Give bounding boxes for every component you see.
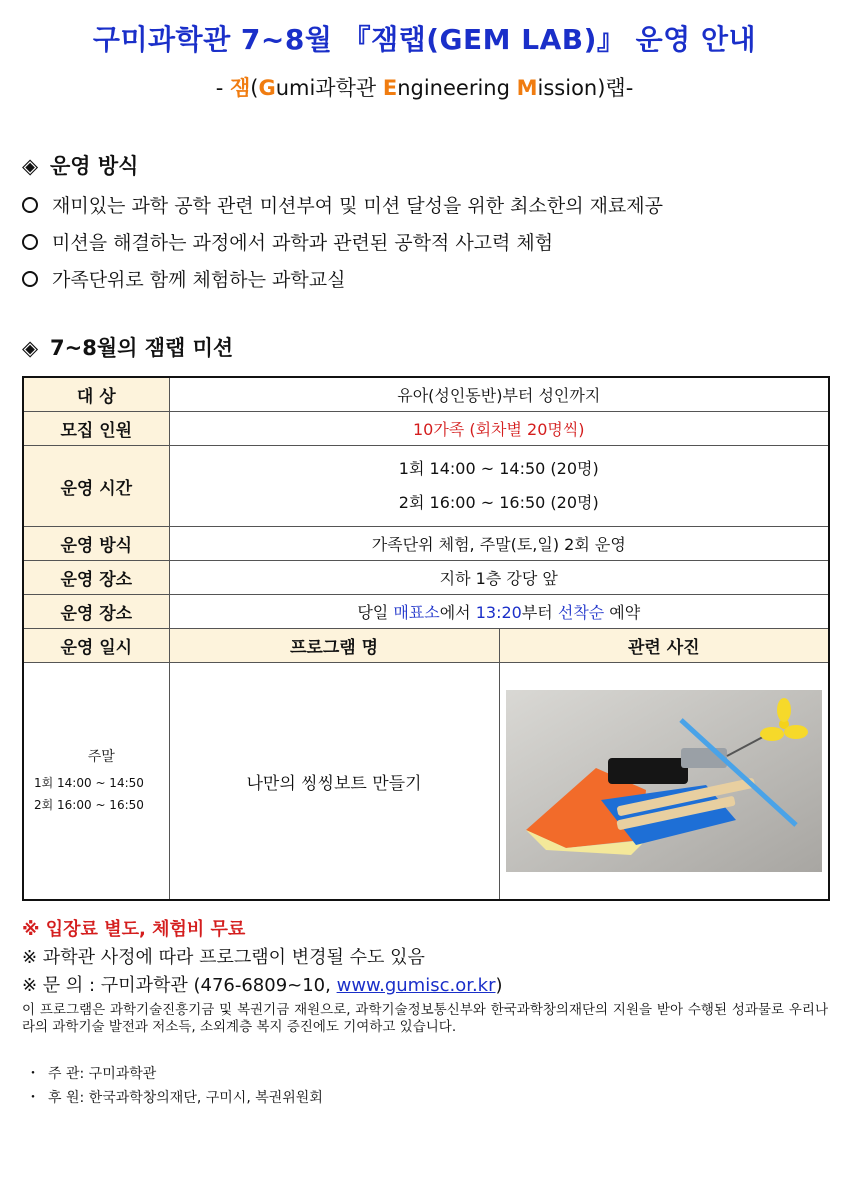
schedule [24, 746, 169, 816]
subtitle-highlight-m: M [516, 76, 538, 100]
propeller-blade [777, 698, 791, 722]
table-header-row [23, 629, 829, 663]
table-row [23, 446, 829, 527]
table-row [23, 561, 829, 595]
method-label: 운영 방식 [23, 527, 169, 561]
table-row [23, 377, 829, 412]
target-value: 유아(성인동반)부터 성인까지 [169, 377, 829, 412]
list-item [22, 225, 663, 262]
list-item-text: 미션을 해결하는 과정에서 과학과 관련된 공학적 사고력 체험 [52, 232, 554, 254]
host-text: 주 관: 구미과학관 [48, 1066, 157, 1082]
subtitle-text: ( [250, 76, 259, 100]
note-change: ※ 과학관 사정에 따라 프로그램이 변경될 수도 있음 [22, 947, 425, 968]
mission-info-table [22, 376, 830, 901]
list-item [26, 1062, 323, 1086]
section-heading-operation [22, 150, 138, 180]
subtitle-prefix: - [215, 76, 230, 100]
notes [22, 916, 828, 1036]
table-row [23, 527, 829, 561]
subtitle-text: ngineering [397, 76, 517, 100]
table-row [23, 663, 829, 901]
schedule-cell [23, 663, 169, 901]
subtitle-text: umi과학관 [275, 76, 383, 100]
footer-list [26, 1062, 323, 1110]
time-values [169, 446, 829, 527]
list-item [26, 1086, 323, 1110]
col-header-date: 운영 일시 [23, 629, 169, 663]
funding-statement: 이 프로그램은 과학기술진흥기금 및 복권기금 재원으로, 과학기술정보통신부와 한국과학창의재단의 지원을 받아 수행된 성과물로 우리나라의 과학기술 발전과 저소득, 소외계층 복지 증진에도 기여하고 있습니다. [22, 1002, 828, 1035]
subtitle-highlight-jam: 잼 [229, 76, 251, 100]
operation-list [22, 188, 663, 299]
contact-text: ) [495, 975, 503, 996]
col-header-photo: 관련 사진 [499, 629, 829, 663]
section-heading-text: 7~8월의 잼랩 미션 [50, 336, 234, 360]
subtitle-highlight-g: G [258, 76, 276, 100]
section-heading-mission [22, 332, 233, 362]
reserve-label: 운영 장소 [23, 595, 169, 629]
subtitle-text: ission)랩- [537, 76, 634, 100]
bullet-dot-icon: ・ [26, 1066, 40, 1082]
bullet-dot-icon: ・ [26, 1090, 40, 1106]
place-value: 지하 1층 강당 앞 [169, 561, 829, 595]
list-item [22, 188, 663, 225]
reserve-time: 13:20 [475, 603, 522, 622]
website-link[interactable]: www.gumisc.or.kr [336, 975, 496, 996]
time-session-2: 2회 16:00 ~ 16:50 (20명) [398, 493, 599, 512]
reserve-text: 당일 [357, 603, 394, 622]
circle-bullet-icon [22, 234, 38, 250]
diamond-icon: ◈ [22, 336, 39, 360]
list-item [22, 262, 663, 299]
circle-bullet-icon [22, 197, 38, 213]
photo-cell [499, 663, 829, 901]
reserve-text: 예약 [604, 603, 641, 622]
time-session-1: 1회 14:00 ~ 14:50 (20명) [398, 459, 599, 478]
reserve-ticket-office: 매표소 [393, 603, 440, 622]
battery-pack [608, 758, 688, 784]
list-item-text: 재미있는 과학 공학 관련 미션부여 및 미션 달성을 위한 최소한의 재료제공 [52, 195, 664, 217]
boat-photo [506, 690, 822, 872]
subtitle-highlight-e: E [382, 76, 398, 100]
sponsor-text: 후 원: 한국과학창의재단, 구미시, 복권위원회 [48, 1090, 323, 1106]
target-label: 대 상 [23, 377, 169, 412]
table-row [23, 595, 829, 629]
section-heading-text: 운영 방식 [50, 154, 139, 178]
schedule-session-1: 1회 14:00 ~ 14:50 [34, 776, 144, 790]
circle-bullet-icon [22, 271, 38, 287]
reserve-text: 에서 [439, 603, 476, 622]
reserve-text: 부터 [521, 603, 558, 622]
note-contact [22, 972, 828, 1000]
reserve-value [169, 595, 829, 629]
list-item-text: 가족단위로 함께 체험하는 과학교실 [52, 269, 346, 291]
recruit-label: 모집 인원 [23, 412, 169, 446]
reserve-first-come: 선착순 [557, 603, 605, 622]
schedule-day: 주말 [87, 749, 115, 765]
propeller-blade [760, 727, 784, 741]
recruit-value: 10가족 (회차별 20명씩) [169, 412, 829, 446]
page-subtitle [0, 72, 849, 102]
col-header-program: 프로그램 명 [169, 629, 499, 663]
page-title: 구미과학관 7~8월 『잼랩(GEM LAB)』 운영 안내 [92, 23, 757, 56]
program-name: 나만의 씽씽보트 만들기 [169, 663, 499, 901]
place-label: 운영 장소 [23, 561, 169, 595]
note-fee: ※ 입장료 별도, 체험비 무료 [22, 919, 246, 940]
diamond-icon: ◈ [22, 154, 39, 178]
table-row [23, 412, 829, 446]
method-value: 가족단위 체험, 주말(토,일) 2회 운영 [169, 527, 829, 561]
time-label: 운영 시간 [23, 446, 169, 527]
propeller-blade [784, 725, 808, 739]
contact-text: ※ 문 의 : 구미과학관 (476-6809~10, [22, 975, 337, 996]
schedule-session-2: 2회 16:00 ~ 16:50 [34, 798, 144, 812]
